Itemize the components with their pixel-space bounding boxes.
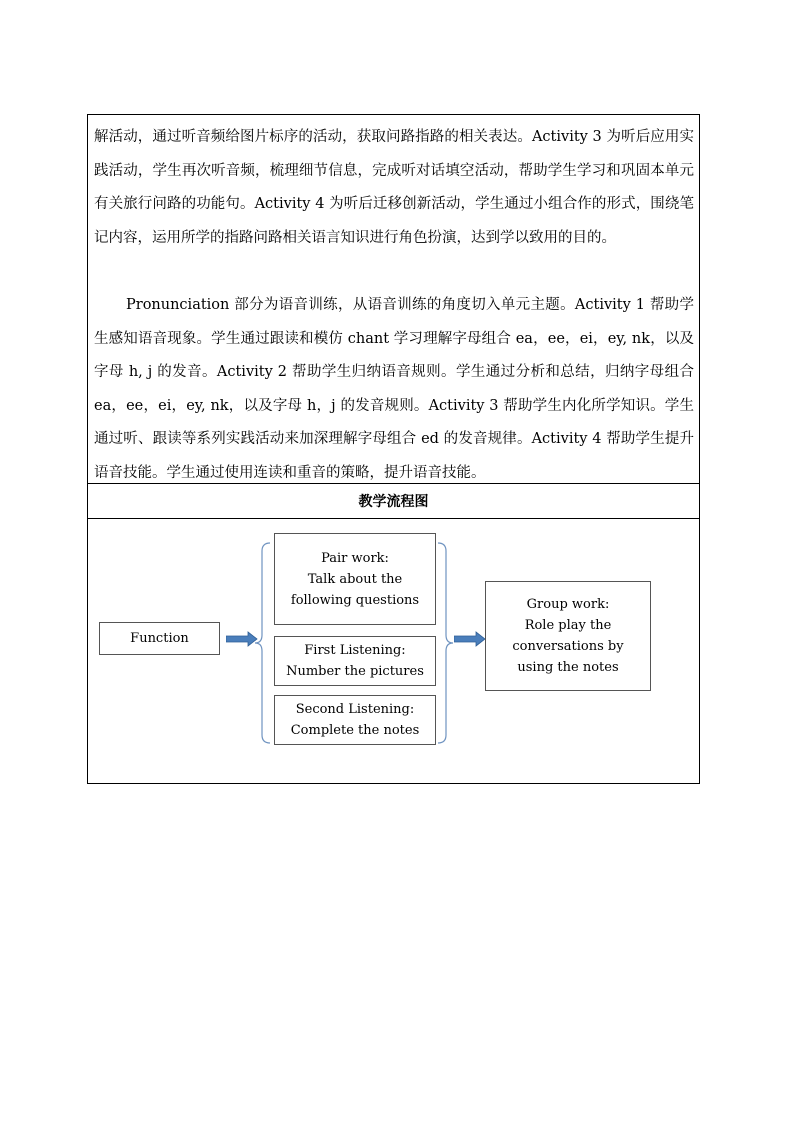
left-brace-icon (254, 541, 272, 745)
arrow-right-icon (454, 631, 486, 647)
paragraph-pronunciation: Pronunciation 部分为语音训练，从语音训练的角度切入单元主题。Activity 1 帮助学生感知语音现象。学生通过跟读和模仿 chant 学习理解字母组合 ea，ee，ei，ey, nk，以及字母 h, j 的发音。Activity 2 帮助学生归纳语音规则。学生通过分析和总结，归纳字母组合 ea，ee，ei，ey, nk，以及字母 h，j 的发音规则。Activity 3 帮助学生内化所学知识。学生通过听、跟读等系列实践活动来加深理解字母组合 ed 的发音规律。Activity 4 帮助学生提升语音技能。学生通过使用连读和重音的策略，提升语音技能。 (94, 297, 694, 481)
second-listening-box: Second Listening: Complete the notes (274, 695, 436, 745)
section-heading: 教学流程图 (358, 494, 429, 510)
content-table (87, 114, 700, 784)
flowchart (88, 519, 699, 783)
first-listening-box: First Listening: Number the pictures (274, 636, 436, 686)
description-cell (88, 115, 699, 483)
right-brace-icon (436, 541, 454, 745)
paragraph-listening: 解活动，通过听音频给图片标序的活动，获取问路指路的相关表达。Activity 3 为听后应用实践活动，学生再次听音频，梳理细节信息，完成听对话填空活动，帮助学生学习和巩固本单元有关旅行问路的功能句。Activity 4 为听后迁移创新活动，学生通过小组合作的形式，围绕笔记内容，运用所学的指路问路相关语言知识进行角色扮演，达到学以致用的目的。 (94, 129, 694, 246)
function-box: Function (99, 622, 220, 655)
group-work-box: Group work: Role play the conversations by using the notes (485, 581, 651, 691)
pair-work-box: Pair work: Talk about the following questions (274, 533, 436, 625)
